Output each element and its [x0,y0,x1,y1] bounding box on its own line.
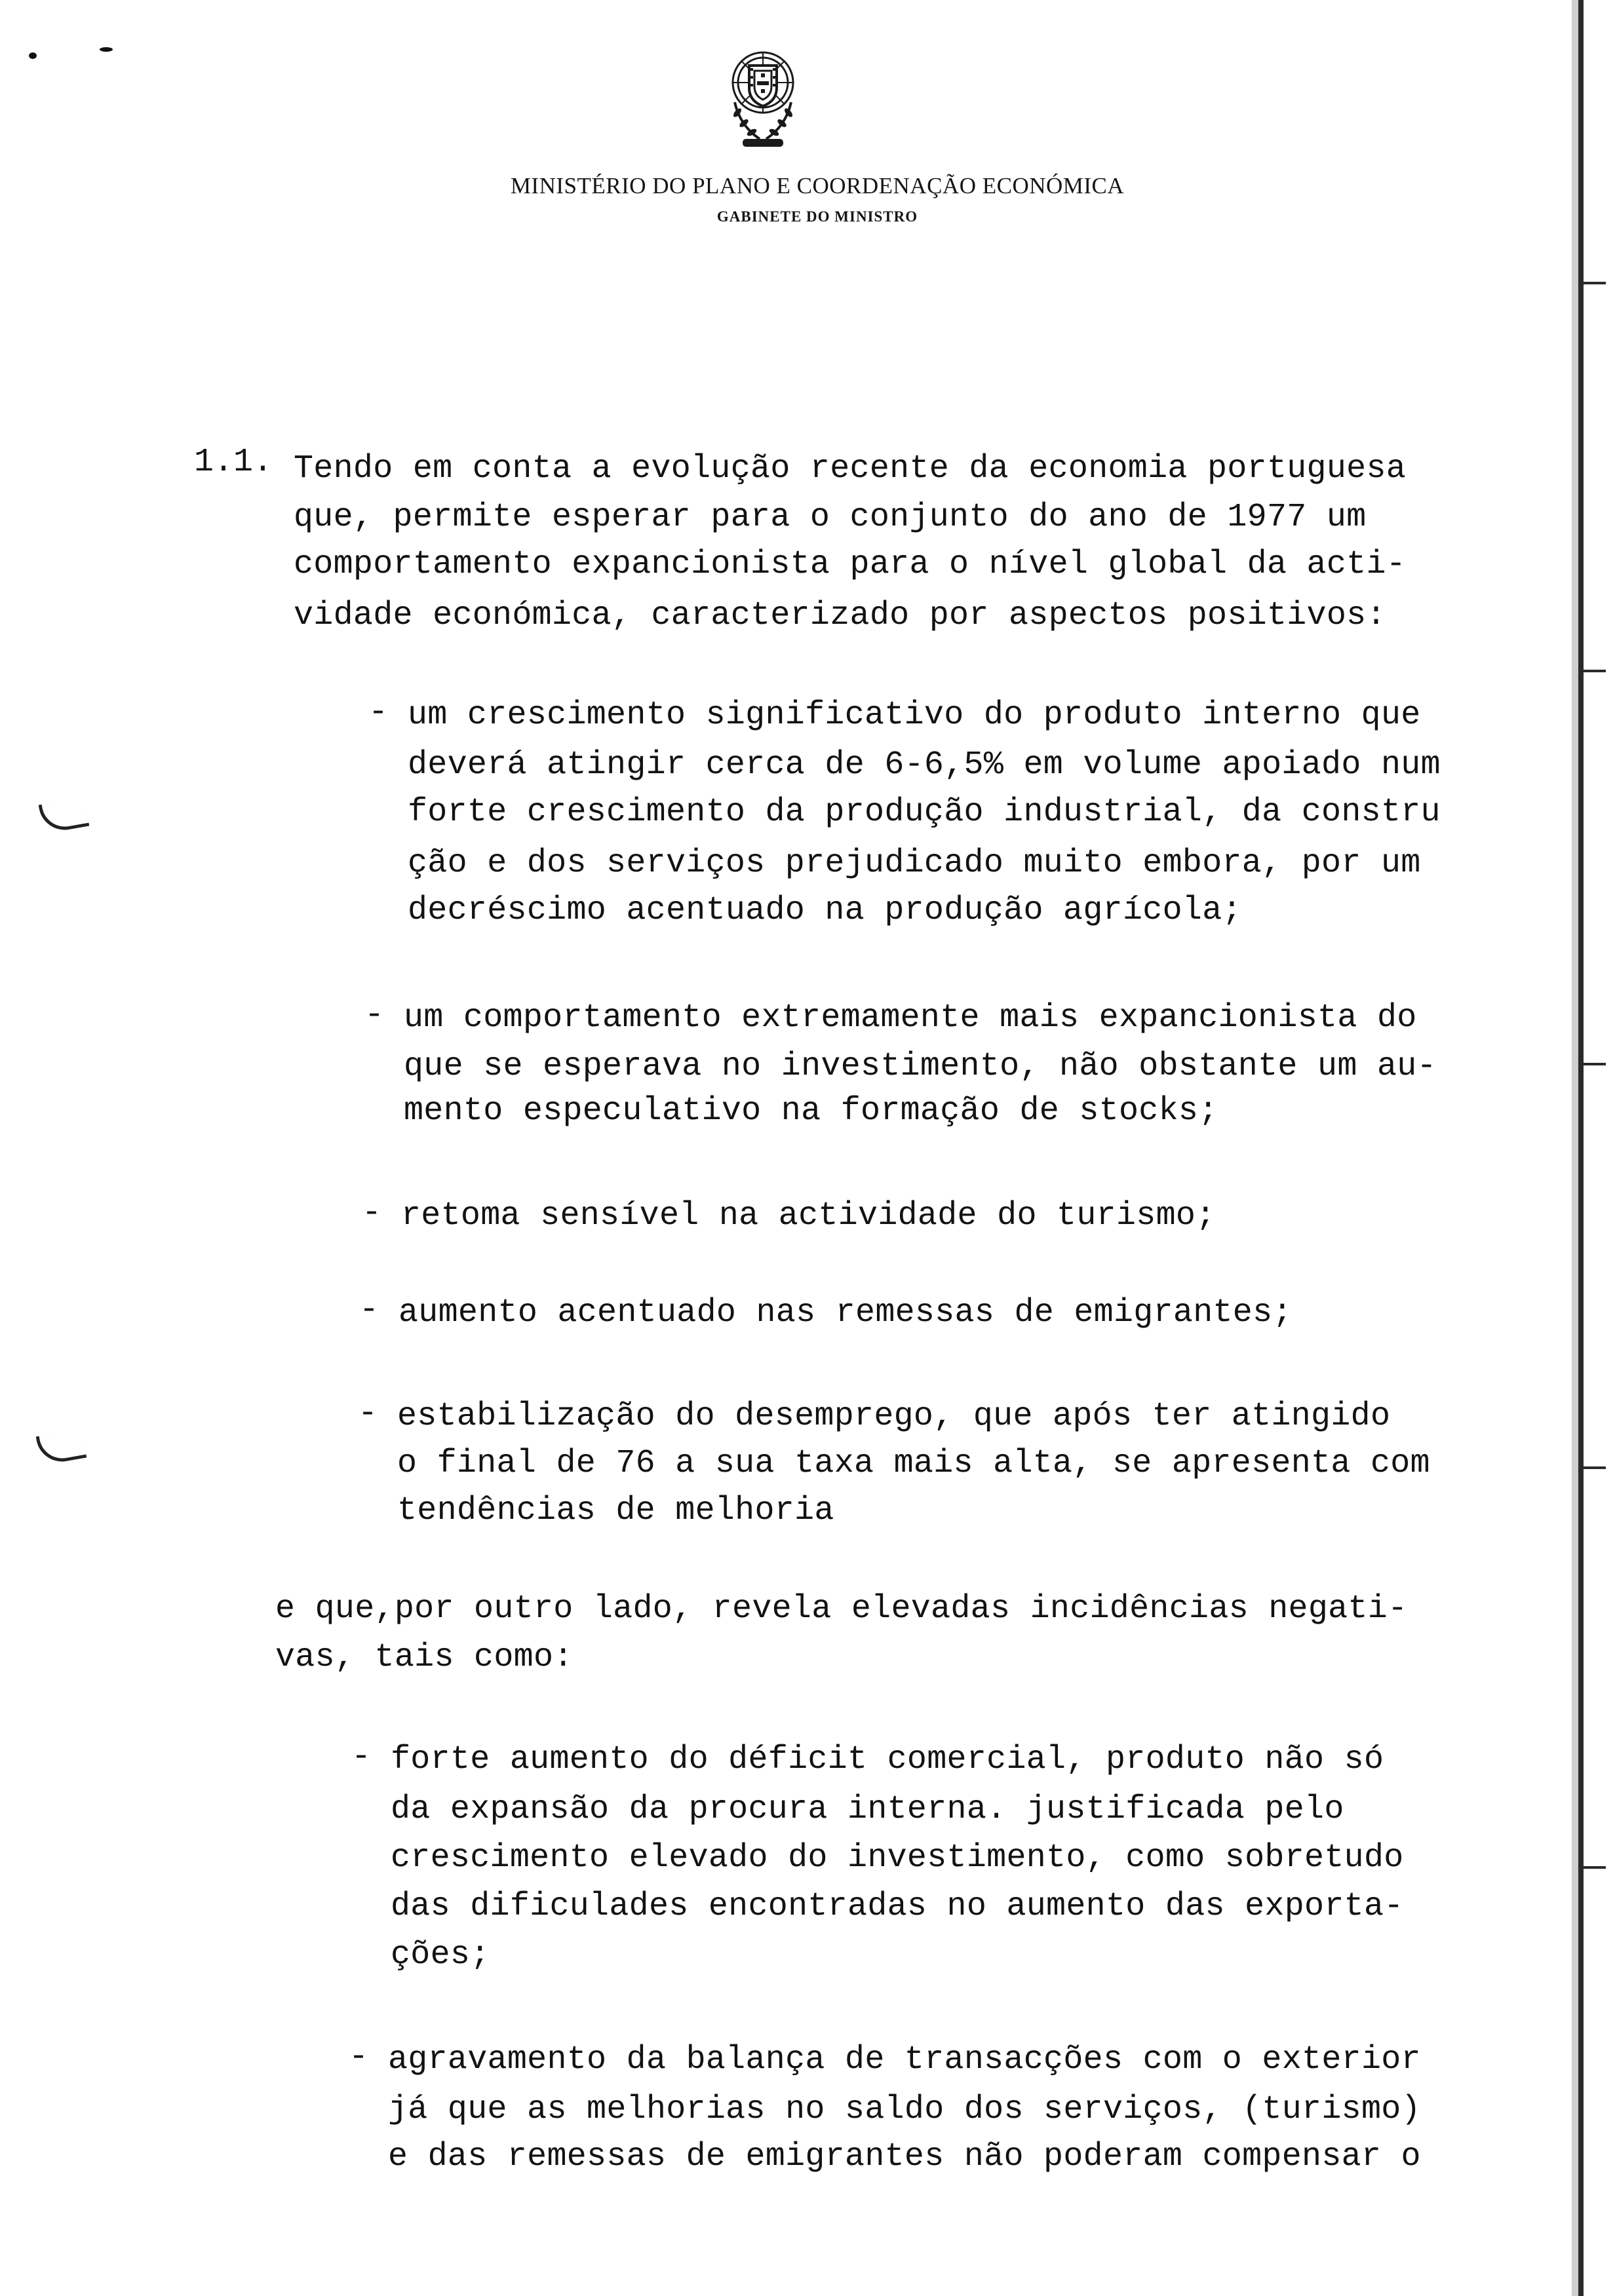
edge-mark [1584,670,1606,672]
edge-mark [1584,1466,1606,1469]
bullet-line: o final de 76 a sua taxa mais alta, se apresenta com [397,1445,1430,1482]
edge-mark [1584,1063,1606,1065]
ministry-heading [0,173,1615,199]
scan-speck [100,47,113,52]
intro-line: que, permite esperar para o conjunto do ano de 1977 um [294,499,1367,536]
intro-line: Tendo em conta a evolução recente da economia portuguesa [294,450,1407,488]
page-edge-shadow [1572,0,1578,2296]
bullet-dash: - [368,694,389,731]
bullet-dash: - [358,1395,378,1432]
bullet-line: aumento acentuado nas remessas de emigrantes; [399,1294,1293,1331]
bullet-line: agravamento da balança de transacções com o exterior [388,2041,1421,2078]
scan-speck [29,52,37,59]
portuguese-coat-of-arms-icon [720,41,806,153]
bullet-line: forte crescimento da produção industrial, da constru [408,794,1441,831]
bullet-line: da expansão da procura interna. justificada pelo [391,1791,1344,1828]
edge-mark [1584,282,1606,284]
intro-line: vidade económica, caracterizado por aspectos positivos: [294,597,1386,634]
bullet-line: estabilização do desemprego, que após ter atingido [397,1398,1391,1435]
bullet-dash: - [349,2038,369,2076]
bullet-line: já que as melhorias no saldo dos serviços, (turismo) [388,2091,1421,2128]
cabinet-heading [0,208,1615,225]
bullet-line: crescimento elevado do investimento, como sobretudo [391,1839,1404,1877]
bullet-line: um crescimento significativo do produto interno que [408,697,1421,734]
bullet-line: que se esperava no investimento, não obstante um au- [404,1048,1437,1085]
bullet-line: um comportamento extremamente mais expancionista do [404,999,1417,1037]
bullet-line: retoma sensível na actividade do turismo; [401,1197,1216,1234]
bullet-line: decréscimo acentuado na produção agrícola; [408,892,1242,929]
bullet-line: das dificulades encontradas no aumento das exporta- [391,1888,1404,1925]
bullet-line: ção e dos serviços prejudicado muito embora, por um [408,845,1421,882]
bullet-line: ções; [391,1936,490,1974]
binder-punch-mark [36,1428,87,1466]
bullet-line: deverá atingir cerca de 6-6,5% em volume apoiado num [408,746,1441,784]
bullet-line: tendências de melhoria [397,1492,834,1529]
bullet-line: e das remessas de emigrantes não poderam compensar o [388,2138,1421,2175]
transition-line: e que,por outro lado, revela elevadas incidências negati- [275,1590,1408,1628]
ministry-name: MINISTÉRIO DO PLANO E COORDENAÇÃO ECONÓMICA [510,173,1125,199]
cabinet-name: GABINETE DO MINISTRO [716,208,918,225]
bullet-dash: - [351,1738,372,1776]
bullet-line: mento especulativo na formação de stocks; [404,1092,1218,1130]
bullet-dash: - [359,1292,379,1329]
edge-mark [1584,1866,1606,1869]
bullet-line: forte aumento do déficit comercial, produto não só [391,1741,1384,1778]
bullet-dash: - [364,997,385,1034]
intro-line: comportamento expancionista para o nível global da acti- [294,546,1407,583]
transition-line: vas, tais como: [275,1639,574,1676]
page-edge [1578,0,1584,2296]
section-number: 1.1. [194,444,273,481]
bullet-dash: - [362,1195,382,1232]
binder-punch-mark [39,797,90,834]
